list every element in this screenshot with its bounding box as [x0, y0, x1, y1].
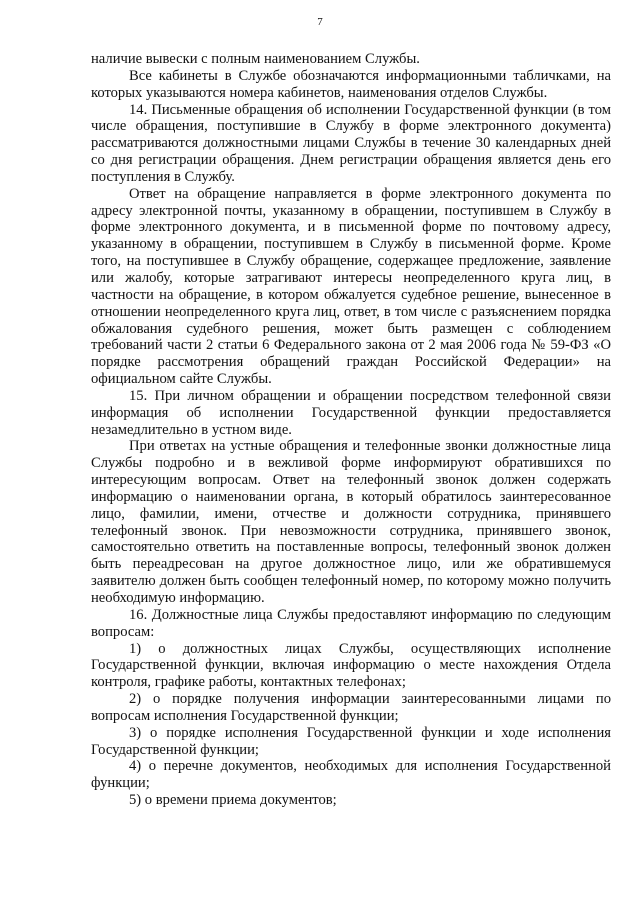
list-item-1: 1) о должностных лицах Службы, осуществляющих исполнение Государственной функции, включая информацию о месте нахождения Отдела контроля, графике работы, контактных телефонах;	[91, 640, 611, 691]
paragraph-phone-answers: При ответах на устные обращения и телефонные звонки должностные лица Службы подробно и в вежливой форме информируют обратившихся по интересующим вопросам. Ответ на телефонный звонок должен содержать информацию о наименовании органа, в который обратилось заинтересованное лицо, фамилии, имени, отчестве и должности сотрудника, принявшего телефонный звонок. При невозможности сотрудника, принявшего звонок, самостоятельно ответить на поставленные вопросы, телефонный звонок должен быть переадресован на другое должностное лицо, или же обратившемуся заявителю должен быть сообщен телефонный номер, по которому можно получить необходимую информацию.	[91, 438, 611, 606]
paragraph-response-delivery: Ответ на обращение направляется в форме электронного документа по адресу электронной почты, указанному в обращении, поступившем в Службу в форме электронного документа, и в письменной форме по почтовому адресу, указанному в обращении, поступившем в Службу в письменной форме. Кроме того, на поступившее в Службу обращение, содержащее предложение, заявление или жалобу, которые затрагивают интересы неопределенного круга лиц, в частности на обращение, в котором обжалуется судебное решение, вынесенное в отношении неопределенного круга лиц, ответ, в том числе с разъяснением порядка обжалования судебного решения, может быть размещен с соблюдением требований части 2 статьи 6 Федерального закона от 2 мая 2006 года № 59-ФЗ «О порядке рассмотрения обращений граждан Российской Федерации» на официальном сайте Службы.	[91, 185, 611, 388]
paragraph-item-15: 15. При личном обращении и обращении посредством телефонной связи информация об исполнении Государственной функции предоставляется незамедлительно в устном виде.	[91, 387, 611, 438]
list-item-4: 4) о перечне документов, необходимых для исполнения Государственной функции;	[91, 758, 611, 792]
paragraph-item-16: 16. Должностные лица Службы предоставляют информацию по следующим вопросам:	[91, 606, 611, 640]
list-item-3: 3) о порядке исполнения Государственной функции и ходе исполнения Государственной функции;	[91, 724, 611, 758]
list-item-2: 2) о порядке получения информации заинтересованными лицами по вопросам исполнения Государственной функции;	[91, 691, 611, 724]
paragraph-item-14: 14. Письменные обращения об исполнении Государственной функции (в том числе обращения, поступившие в Службу в форме электронного документа) рассматриваются должностными лицами Службы в течение 30 календарных дней со дня регистрации обращения. Днем регистрации обращения является день его поступления в Службу.	[91, 101, 611, 185]
page-number: 7	[317, 16, 323, 28]
paragraph-continuation: наличие вывески с полным наименованием Службы.	[91, 51, 420, 67]
list-item-5: 5) о времени приема документов;	[129, 792, 337, 809]
paragraph-office-signs: Все кабинеты в Службе обозначаются информационными табличками, на которых указываются номера кабинетов, наименования отделов Службы.	[91, 67, 611, 101]
document-body	[91, 51, 611, 809]
